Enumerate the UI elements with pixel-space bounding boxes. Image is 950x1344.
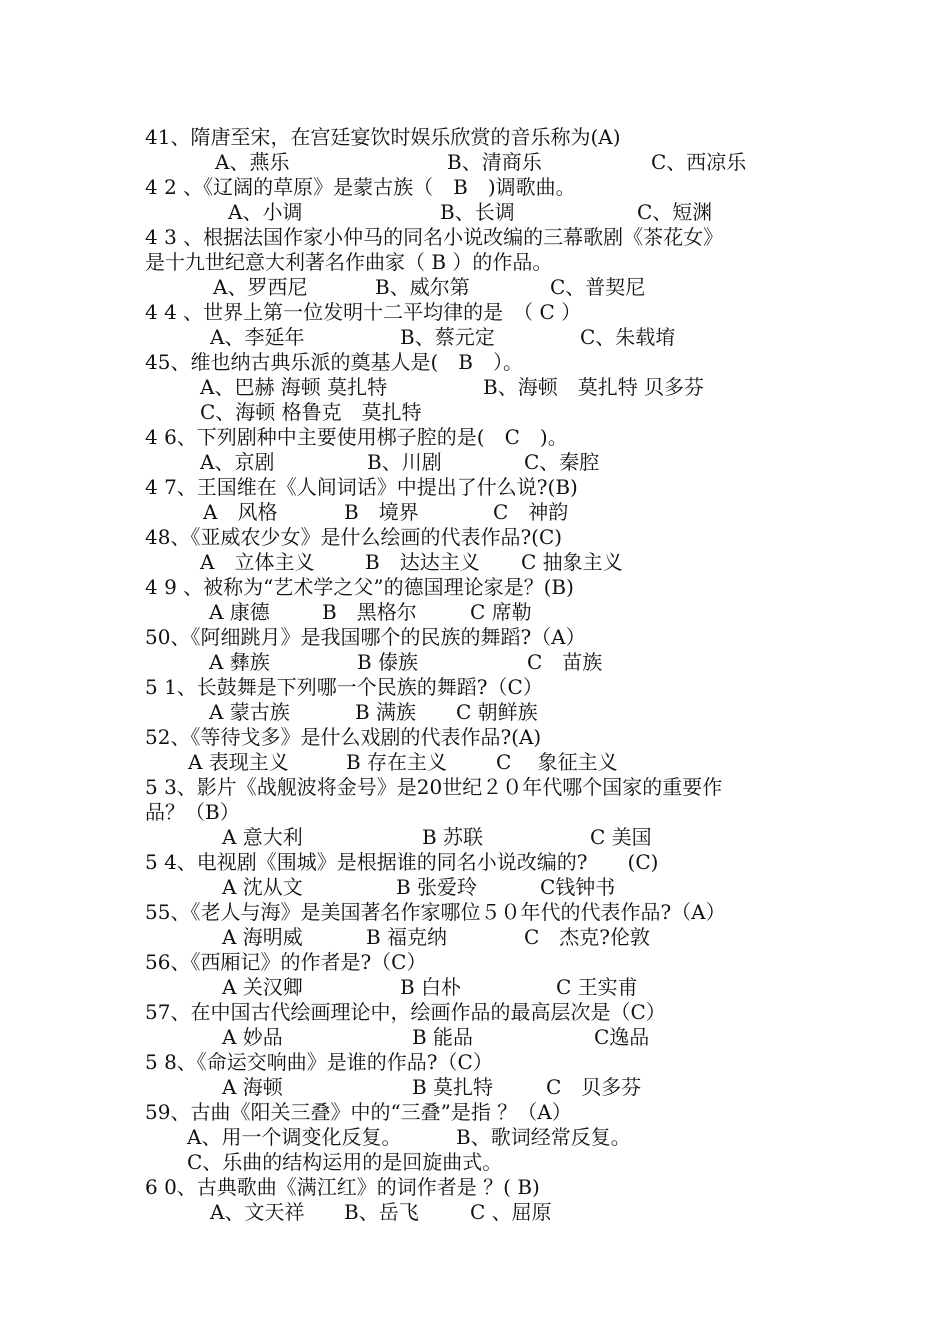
question-55-option-a: A 海明威 <box>222 925 303 949</box>
question-53-stem: 5 3、影片《战舰波将金号》是20世纪２０年代哪个国家的重要作 <box>145 775 723 799</box>
question-53-option-c: C 美国 <box>590 825 652 849</box>
question-58-option-b: B 莫扎特 <box>412 1075 494 1099</box>
question-60-stem: 6 0、古典歌曲《满江红》的词作者是 ？( B) <box>145 1175 540 1199</box>
question-47-option-c: C 神韵 <box>493 500 569 524</box>
question-45-option-c: C、海顿 格鲁克 莫扎特 <box>200 400 422 424</box>
question-52-option-c: C 象征主义 <box>496 750 618 774</box>
question-44-option-a: A、李延年 <box>210 325 305 349</box>
question-49-stem: 4 9 、被称为“艺术学之父”的德国理论家是？(B) <box>145 575 574 599</box>
question-46-option-a: A、京剧 <box>200 450 275 474</box>
question-51-option-b: B 满族 <box>355 700 417 724</box>
question-53-option-a: A 意大利 <box>222 825 303 849</box>
question-50-option-a: A 彝族 <box>209 650 270 674</box>
question-46-option-c: C、秦腔 <box>524 450 600 474</box>
question-42-option-a: A、小调 <box>228 200 303 224</box>
question-47-option-b: B 境界 <box>344 500 419 524</box>
question-51-stem: 5 1、长鼓舞是下列哪一个民族的舞蹈?（C） <box>145 675 543 699</box>
question-51-option-c: C 朝鲜族 <box>456 700 538 724</box>
question-44-option-b: B、蔡元定 <box>400 325 495 349</box>
question-41-option-b: B、清商乐 <box>447 150 542 174</box>
question-49-option-b: B 黑格尔 <box>322 600 417 624</box>
question-56-option-c: C 王实甫 <box>556 975 638 999</box>
question-59-stem: 59、古曲《阳关三叠》中的“三叠”是指 ？（A） <box>145 1100 572 1124</box>
question-41-option-a: A、燕乐 <box>215 150 290 174</box>
question-55-stem: 55、《老人与海》是美国著名作家哪位５０年代的代表作品?（A） <box>145 900 726 924</box>
question-42-stem: 4 2 、《辽阔的草原》是蒙古族（ B )调歌曲。 <box>145 175 576 199</box>
question-51-option-a: A 蒙古族 <box>209 700 290 724</box>
question-49-option-c: C 席勒 <box>470 600 532 624</box>
question-49-option-a: A 康德 <box>209 600 270 624</box>
question-60-option-b: B、岳飞 <box>344 1200 419 1224</box>
question-58-option-c: C 贝多芬 <box>546 1075 642 1099</box>
question-45-option-a: A、巴赫 海顿 莫扎特 <box>200 375 388 399</box>
question-59-option-c: C、乐曲的结构运用的是回旋曲式。 <box>187 1150 503 1174</box>
question-55-option-c: C 杰克?伦敦 <box>524 925 651 949</box>
question-44-stem: 4 4 、世界上第一位发明十二平均律的是 （ C ） <box>145 300 582 324</box>
question-54-option-b: B 张爱玲 <box>396 875 478 899</box>
question-41-stem: 41、隋唐至宋，在宫廷宴饮时娱乐欣赏的音乐称为(A) <box>145 125 621 149</box>
question-50-option-c: C 苗族 <box>527 650 603 674</box>
question-52-stem: 52、《等待戈多》是什么戏剧的代表作品?(A) <box>145 725 542 749</box>
question-54-option-c: C钱钟书 <box>540 875 616 899</box>
question-50-stem: 50、《阿细跳月》是我国哪个的民族的舞蹈?（A） <box>145 625 586 649</box>
question-47-option-a: A 风格 <box>203 500 278 524</box>
question-44-option-c: C、朱载堉 <box>580 325 676 349</box>
question-57-option-c: C逸品 <box>594 1025 650 1049</box>
question-47-stem: 4 7、王国维在《人间词话》中提出了什么说?(B) <box>145 475 578 499</box>
question-48-option-a: A 立体主义 <box>200 550 315 574</box>
question-42-option-c: C、短渊 <box>637 200 713 224</box>
question-43-stem: 4 3 、根据法国作家小仲马的同名小说改编的三幕歌剧《茶花女》 <box>145 225 724 249</box>
question-56-stem: 56、《西厢记》的作者是?（C） <box>145 950 427 974</box>
question-52-option-b: B 存在主义 <box>346 750 448 774</box>
question-59-option-a: A、用一个调变化反复。 <box>187 1125 402 1149</box>
question-58-option-a: A 海顿 <box>222 1075 283 1099</box>
question-45-stem: 45、维也纳古典乐派的奠基人是( B ）。 <box>145 350 523 374</box>
question-56-option-b: B 白朴 <box>400 975 462 999</box>
question-54-option-a: A 沈从文 <box>222 875 303 899</box>
question-48-stem: 48、《亚威农少女》是什么绘画的代表作品?(C) <box>145 525 563 549</box>
question-43-stem-cont: 是十九世纪意大利著名作曲家（ B ）的作品。 <box>145 250 553 274</box>
question-46-stem: 4 6、下列剧种中主要使用梆子腔的是( C )。 <box>145 425 568 449</box>
question-57-stem: 57、在中国古代绘画理论中，绘画作品的最高层次是（C） <box>145 1000 666 1024</box>
question-57-option-b: B 能品 <box>412 1025 474 1049</box>
question-48-option-c: C 抽象主义 <box>521 550 623 574</box>
question-56-option-a: A 关汉卿 <box>222 975 303 999</box>
question-46-option-b: B、川剧 <box>367 450 442 474</box>
question-58-stem: 5 8、《命运交响曲》是谁的作品?（C） <box>145 1050 493 1074</box>
question-43-option-a: A、罗西尼 <box>213 275 308 299</box>
question-53-option-b: B 苏联 <box>422 825 484 849</box>
question-45-option-b: B、海顿 莫扎特 贝多芬 <box>483 375 705 399</box>
question-43-option-c: C、普契尼 <box>550 275 646 299</box>
question-57-option-a: A 妙品 <box>222 1025 283 1049</box>
question-59-option-b: B、歌词经常反复。 <box>456 1125 631 1149</box>
question-48-option-b: B 达达主义 <box>365 550 480 574</box>
question-52-option-a: A 表现主义 <box>188 750 289 774</box>
question-53-stem-cont: 品？（B） <box>145 800 240 824</box>
question-43-option-b: B、威尔第 <box>375 275 470 299</box>
question-60-option-a: A、文天祥 <box>210 1200 305 1224</box>
question-55-option-b: B 福克纳 <box>366 925 448 949</box>
question-42-option-b: B、长调 <box>440 200 515 224</box>
question-41-option-c: C、西凉乐 <box>651 150 747 174</box>
question-54-stem: 5 4、电视剧《围城》是根据谁的同名小说改编的? (C) <box>145 850 659 874</box>
question-50-option-b: B 傣族 <box>357 650 419 674</box>
question-60-option-c: C 、屈原 <box>470 1200 552 1224</box>
